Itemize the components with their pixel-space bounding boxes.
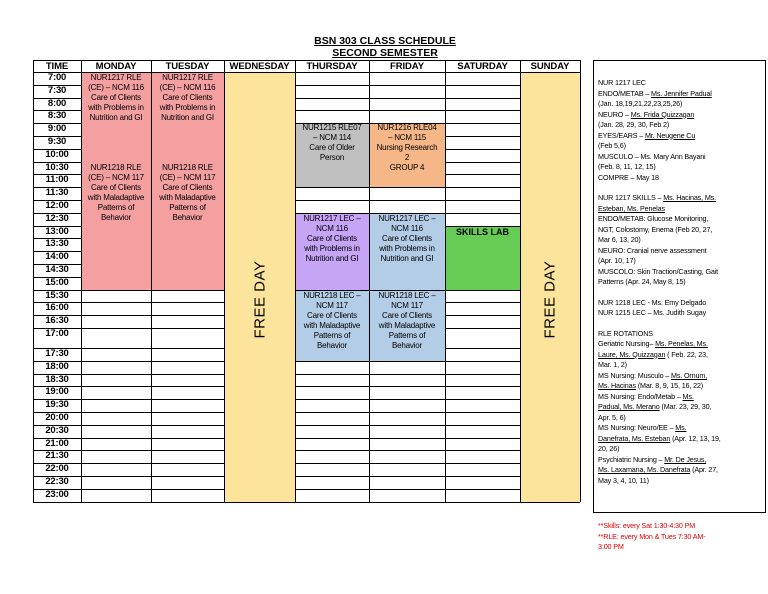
- grid-row-line: [445, 463, 520, 464]
- skills-lab-label: SKILLS LAB: [456, 226, 509, 237]
- block-text-line: with Problems in: [88, 103, 144, 112]
- header-monday: MONDAY: [95, 61, 137, 72]
- grid-row-line: [295, 489, 369, 490]
- grid-row-line: [295, 110, 369, 111]
- grid-row-line: [151, 361, 224, 362]
- block-text-line: 2: [404, 153, 410, 163]
- grid-row-line: [295, 399, 369, 400]
- time-label: 15:30: [45, 289, 69, 301]
- grid-row-line: [520, 502, 580, 503]
- block-text-line: NCM 116: [391, 223, 423, 233]
- grid-row-line: [369, 200, 445, 201]
- grid-row-line: [445, 85, 520, 86]
- grid-row-line: [81, 463, 151, 464]
- grid-row-line: [445, 348, 520, 349]
- note-line: Patterns (Apr. 24, May 8, 15): [598, 277, 686, 286]
- block-text-line: Patterns of: [169, 202, 206, 212]
- time-label: 8:00: [47, 97, 67, 109]
- note-line: EYES/EARS – Mr. Neugene Cu: [598, 130, 696, 140]
- grid-row-line: [445, 425, 520, 426]
- time-label: 21:30: [45, 450, 69, 462]
- block-text-line: NUR1217 RLE: [90, 73, 142, 82]
- block-text-line: NUR1218 RLE: [162, 162, 213, 172]
- grid-row-line: [369, 110, 445, 111]
- grid-row-line: [151, 386, 224, 387]
- block-text-line: Behavior: [101, 212, 131, 222]
- note-line: MS Nursing: Musculo – Ms. Ornum,: [598, 370, 708, 380]
- grid-row-line: [369, 489, 445, 490]
- block-text-line: with Maladaptive: [87, 192, 145, 202]
- grid-row-line: [151, 476, 224, 477]
- grid-column-line: [445, 60, 446, 502]
- note-line: Ms. Hacinas (Mar. 8, 9, 15, 16, 22): [598, 381, 704, 390]
- grid-column-line: [520, 60, 521, 502]
- block-text-line: – NCM 114: [312, 133, 352, 143]
- grid-row-line: [295, 438, 369, 439]
- time-label: 17:00: [45, 328, 69, 339]
- grid-row-line: [295, 187, 369, 188]
- block-text-line: with Maladaptive: [303, 320, 361, 330]
- footnote-skills: **Skills: every Sat 1:30-4:30 PM: [598, 521, 696, 530]
- grid-row-line: [151, 450, 224, 451]
- grid-row-line: [81, 399, 151, 400]
- block-text-line: NUR1218 RLE: [90, 162, 142, 172]
- time-label: 12:00: [45, 200, 69, 211]
- grid-row-line: [445, 200, 520, 201]
- block-text-line: (CE) – NCM 116: [88, 83, 144, 92]
- grid-row-line: [81, 476, 151, 477]
- block-text-line: Patterns of: [97, 202, 135, 212]
- note-line: NEURO – Ms. Frida Quizzagan: [598, 109, 695, 119]
- grid-row-line: [369, 438, 445, 439]
- grid-row-line: [369, 412, 445, 413]
- block-text-line: NUR1218 LEC –: [378, 290, 436, 300]
- time-label: 18:30: [45, 373, 69, 385]
- note-line: Geriatric Nursing– Ms. Penelas, Ms.: [598, 339, 708, 348]
- grid-row-line: [445, 187, 520, 188]
- time-label: 19:00: [45, 386, 69, 398]
- grid-row-line: [81, 315, 151, 316]
- block-text-line: (CE) – NCM 117: [159, 172, 216, 182]
- block-text-line: (CE) – NCM 117: [88, 172, 144, 182]
- grid-row-line: [445, 476, 520, 477]
- note-line: ENDO/METAB: Glucose Monitoring,: [598, 214, 709, 223]
- time-label: 15:00: [45, 276, 69, 288]
- tuesday-nur1218-rle: [151, 162, 224, 239]
- grid-row-line: [33, 502, 81, 503]
- block-text-line: Behavior: [172, 212, 203, 222]
- time-label: 7:30: [47, 84, 67, 96]
- time-label: 19:30: [45, 399, 69, 411]
- time-label: 16:00: [45, 302, 69, 314]
- time-label: 13:00: [45, 225, 69, 237]
- thursday-nur1215-rle07: [295, 123, 369, 187]
- grid-row-line: [151, 425, 224, 426]
- grid-row-line: [369, 425, 445, 426]
- grid-row-line: [81, 489, 151, 490]
- time-label: 10:30: [45, 161, 69, 173]
- time-label: 11:00: [45, 174, 69, 186]
- block-text-line: NUR1216 RLE04: [377, 123, 437, 133]
- grid-row-line: [295, 386, 369, 387]
- note-line: Mar. 1, 2): [598, 360, 627, 369]
- block-text-line: Care of Clients: [162, 93, 213, 102]
- grid-row-line: [369, 98, 445, 99]
- block-text-line: Care of Clients: [382, 310, 432, 320]
- block-text-line: Care of Clients: [382, 233, 432, 243]
- monday-nur1217-rle: [81, 72, 151, 136]
- note-line: NUR 1215 LEC – Ms. Judith Sugay: [598, 308, 707, 317]
- block-text-line: Nutrition and GI: [305, 253, 359, 263]
- grid-row-line: [224, 502, 295, 503]
- grid-row-line: [445, 136, 520, 137]
- grid-row-line: [445, 302, 520, 303]
- thursday-nur1218-lec: [295, 290, 369, 361]
- grid-row-line: [445, 502, 520, 503]
- grid-row-line: [81, 302, 151, 303]
- block-text-line: with Problems in: [159, 103, 216, 112]
- note-line: NUR 1217 SKILLS – Ms. Hacinas, Ms.: [598, 193, 716, 202]
- grid-row-line: [295, 412, 369, 413]
- header-sunday: SUNDAY: [530, 61, 570, 72]
- grid-row-line: [445, 438, 520, 439]
- grid-row-line: [369, 502, 445, 503]
- grid-row-line: [369, 450, 445, 451]
- block-text-line: Care of Clients: [91, 182, 141, 192]
- tuesday-nur1217-rle: [151, 72, 224, 136]
- block-text-line: with Problems in: [379, 243, 435, 253]
- grid-row-line: [295, 463, 369, 464]
- note-line: MS Nursing: Neuro/EE – Ms.: [598, 423, 687, 432]
- note-line: NEURO: Cranial nerve assessment: [598, 245, 707, 255]
- block-text-line: with Problems in: [304, 243, 360, 253]
- note-line: MUSCULO – Ms. Mary Ann Bayani: [598, 151, 706, 161]
- grid-row-line: [295, 502, 369, 503]
- block-text-line: (CE) – NCM 116: [159, 83, 216, 92]
- wednesday-free-day-label: FREE DAY: [251, 260, 268, 339]
- block-text-line: Patterns of: [313, 330, 351, 340]
- grid-row-line: [295, 200, 369, 201]
- grid-row-line: [81, 348, 151, 349]
- note-line: Danefrata, Ms. Esteban (Apr. 12, 13, 19,: [598, 433, 721, 443]
- schedule-title: BSN 303 CLASS SCHEDULE: [314, 35, 456, 47]
- note-line: MS Nursing: Endo/Metab – Ms.: [598, 391, 694, 401]
- grid-row-line: [295, 98, 369, 99]
- grid-row-line: [369, 386, 445, 387]
- time-label: 9:00: [47, 123, 67, 135]
- grid-row-line: [445, 386, 520, 387]
- grid-row-line: [151, 438, 224, 439]
- time-label: 10:00: [45, 148, 69, 160]
- grid-row-line: [151, 463, 224, 464]
- grid-row-line: [151, 399, 224, 400]
- block-text-line: – NCM 115: [387, 133, 427, 143]
- note-line: Laure, Ms. Quizzagan ( Feb. 22, 23,: [598, 349, 708, 359]
- grid-row-line: [369, 476, 445, 477]
- grid-row-line: [295, 450, 369, 451]
- grid-row-line: [151, 502, 224, 503]
- grid-column-line: [580, 60, 581, 502]
- grid-row-line: [295, 361, 369, 362]
- grid-row-line: [445, 110, 520, 111]
- block-text-line: Care of Clients: [162, 182, 213, 192]
- notes-text: [598, 78, 764, 486]
- header-saturday: SATURDAY: [457, 61, 508, 72]
- time-label: 23:00: [45, 488, 69, 500]
- block-text-line: Person: [319, 153, 345, 163]
- block-text-line: NUR1215 RLE07: [302, 123, 362, 133]
- block-text-line: Nutrition and GI: [161, 113, 214, 122]
- note-line: (Feb 5,6): [598, 141, 626, 150]
- header-time: TIME: [45, 61, 69, 72]
- grid-row-line: [445, 328, 520, 329]
- friday-nur1217-lec: [369, 213, 445, 290]
- grid-row-line: [81, 450, 151, 451]
- note-line: NUR 1217 LEC: [598, 78, 646, 87]
- note-line: May 3, 4, 10, 11): [598, 475, 649, 485]
- time-label: 21:00: [45, 437, 69, 449]
- grid-row-line: [369, 85, 445, 86]
- note-line: NUR 1218 LEC - Ms. Emy Delgado: [598, 297, 707, 307]
- note-line: 20, 26): [598, 444, 620, 453]
- grid-row-line: [445, 489, 520, 490]
- block-text-line: NCM 117: [316, 300, 348, 310]
- schedule-grid: [33, 60, 580, 513]
- block-text-line: Care of Clients: [91, 93, 141, 102]
- note-line: Mar 6, 13, 20): [598, 235, 641, 244]
- grid-row-line: [81, 412, 151, 413]
- header-wednesday: WEDNESDAY: [229, 61, 290, 72]
- time-label: 11:30: [45, 187, 69, 199]
- note-line: MUSCOLO: Skin Traction/Casting, Gait: [598, 266, 719, 276]
- time-label: 20:30: [45, 424, 69, 436]
- grid-row-line: [81, 386, 151, 387]
- grid-row-line: [151, 315, 224, 316]
- time-label: 9:30: [47, 136, 67, 147]
- block-text-line: Nutrition and GI: [380, 253, 434, 263]
- time-label: 12:30: [45, 212, 69, 224]
- block-text-line: NUR1218 LEC –: [303, 290, 361, 300]
- grid-row-line: [81, 438, 151, 439]
- grid-row-line: [369, 374, 445, 375]
- grid-row-line: [151, 348, 224, 349]
- time-label: 20:00: [45, 412, 69, 423]
- time-label: 22:00: [45, 463, 69, 475]
- grid-row-line: [295, 476, 369, 477]
- grid-row-line: [151, 374, 224, 375]
- note-line: (Apr. 10, 17): [598, 256, 636, 265]
- grid-row-line: [445, 123, 520, 124]
- note-line: NGT, Colostomy, Enema (Feb 20, 27,: [598, 224, 713, 234]
- footnotes: [598, 521, 764, 553]
- friday-nur1218-lec: [369, 290, 445, 361]
- block-text-line: Care of Clients: [307, 310, 357, 320]
- grid-row-line: [369, 399, 445, 400]
- block-text-line: Behavior: [392, 340, 422, 350]
- header-thursday: THURSDAY: [306, 61, 358, 72]
- grid-row-line: [81, 425, 151, 426]
- grid-row-line: [295, 425, 369, 426]
- block-text-line: NCM 117: [391, 300, 423, 310]
- grid-row-line: [295, 374, 369, 375]
- grid-row-line: [151, 302, 224, 303]
- grid-row-line: [445, 412, 520, 413]
- grid-row-line: [445, 399, 520, 400]
- time-label: 14:00: [45, 251, 69, 263]
- grid-row-line: [445, 315, 520, 316]
- grid-row-line: [151, 328, 224, 329]
- grid-row-line: [369, 361, 445, 362]
- grid-row-line: [81, 361, 151, 362]
- block-text-line: NUR1217 RLE: [162, 73, 213, 82]
- grid-row-line: [369, 463, 445, 464]
- time-label: 18:00: [45, 360, 69, 372]
- block-text-line: NUR1217 LEC –: [378, 213, 436, 223]
- block-text-line: Nursing Research: [376, 143, 438, 153]
- grid-row-line: [151, 412, 224, 413]
- note-line: Ms. Laxamana, Ms. Danefrata (Apr. 27,: [598, 465, 718, 474]
- time-label: 13:30: [45, 238, 69, 250]
- note-line: (Jan. 18,19,21,22,23,25,26): [598, 99, 683, 108]
- note-line: Esteban, Ms. Penelas: [598, 203, 665, 213]
- block-text-line: Patterns of: [388, 330, 426, 340]
- note-line: Padual, Ms. Merano (Mar. 23, 29, 30,: [598, 402, 712, 411]
- header-tuesday: TUESDAY: [165, 61, 210, 72]
- block-text-line: Care of Clients: [307, 233, 357, 243]
- note-line: Apr. 5, 6): [598, 412, 626, 422]
- monday-nur1218-rle: [81, 162, 151, 239]
- time-label: 22:30: [45, 476, 69, 487]
- time-label: 7:00: [47, 72, 67, 83]
- block-text-line: Nutrition and GI: [89, 113, 143, 122]
- block-text-line: Behavior: [317, 340, 347, 350]
- block-text-line: with Maladaptive: [159, 192, 216, 202]
- thursday-nur1217-lec: [295, 213, 369, 290]
- note-line: (Feb. 8, 11, 12, 15): [598, 162, 656, 171]
- time-label: 16:30: [45, 315, 69, 327]
- grid-row-line: [445, 149, 520, 150]
- note-line: (Jan. 28, 29, 30, Feb 2): [598, 120, 670, 129]
- grid-row-line: [81, 328, 151, 329]
- grid-row-line: [445, 213, 520, 214]
- grid-row-line: [81, 374, 151, 375]
- note-line: Psychiatric Nursing – Mr. De Jesus,: [598, 454, 707, 464]
- note-line: COMPRE – May 18: [598, 172, 659, 182]
- grid-row-line: [445, 374, 520, 375]
- time-label: 14:30: [45, 264, 69, 275]
- grid-row-line: [295, 85, 369, 86]
- grid-row-line: [151, 489, 224, 490]
- schedule-subtitle: SECOND SEMESTER: [332, 47, 438, 59]
- sunday-free-day-label: FREE DAY: [541, 260, 559, 339]
- note-line: ENDO/METAB – Ms. Jennifer Padual: [598, 88, 712, 98]
- grid-row-line: [445, 361, 520, 362]
- block-text-line: GROUP 4: [389, 163, 425, 173]
- note-line: RLE ROTATIONS: [598, 328, 653, 338]
- block-text-line: Care of Older: [309, 143, 355, 153]
- block-text-line: NCM 116: [316, 223, 348, 233]
- footnote-rle-cont: 3:00 PM: [598, 542, 624, 551]
- grid-row-line: [445, 290, 520, 291]
- block-text-line: NUR1217 LEC –: [303, 213, 361, 223]
- grid-row-line: [445, 450, 520, 451]
- grid-row-line: [81, 290, 151, 291]
- grid-row-line: [151, 290, 224, 291]
- grid-row-line: [445, 98, 520, 99]
- time-label: 17:30: [45, 348, 69, 359]
- grid-row-line: [81, 502, 151, 503]
- grid-row-line: [369, 187, 445, 188]
- grid-row-line: [445, 174, 520, 175]
- grid-row-line: [445, 162, 520, 163]
- header-friday: FRIDAY: [390, 61, 424, 72]
- block-text-line: with Maladaptive: [378, 320, 436, 330]
- time-label: 8:30: [47, 110, 67, 122]
- friday-nur1216-rle04: [369, 123, 445, 187]
- footnote-rle: **RLE: every Mon & Tues 7:30 AM-: [598, 531, 706, 541]
- grid-column-line: [224, 60, 225, 502]
